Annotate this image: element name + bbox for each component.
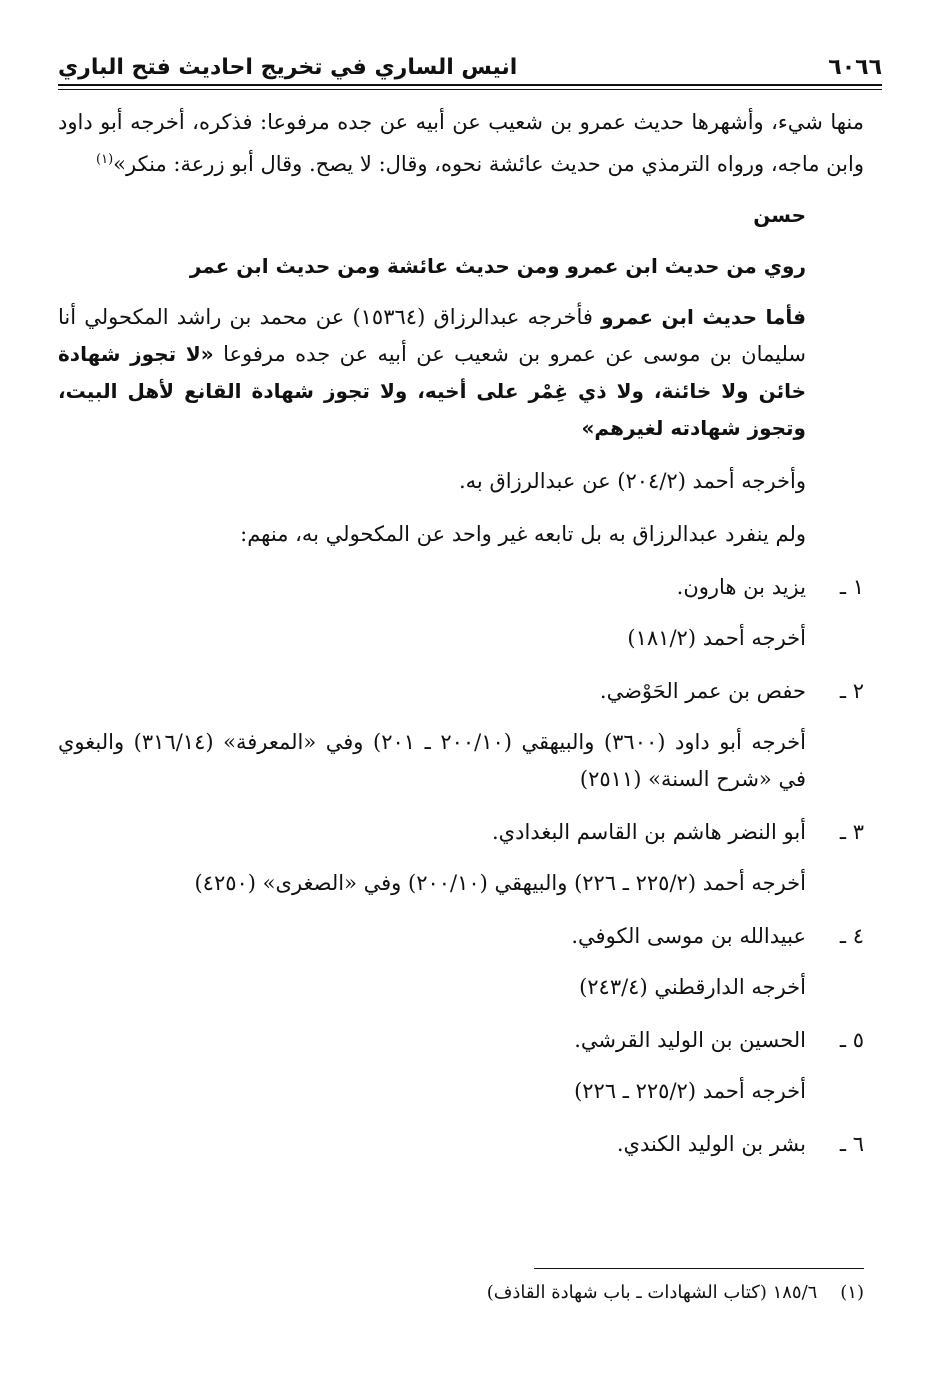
footnote	[58, 1282, 864, 1303]
item-number: ١ ـ	[839, 575, 864, 599]
paragraph-ahmad: وأخرجه أحمد (٢٠٤/٢) عن عبدالرزاق به.	[458, 469, 806, 493]
narrator-name: أبو النضر هاشم بن القاسم البغدادي.	[492, 820, 806, 844]
takhrij: أخرجه أحمد (٢٢٥/٢ ـ ٢٢٦) والبيهقي (٢٠٠/١٠) وفي «الصغرى» (٤٢٥٠)	[194, 871, 806, 895]
page-number: ٦٠٦٦	[828, 55, 882, 80]
book-title: انيس الساري في تخريج احاديث فتح الباري	[58, 55, 518, 80]
routes-heading: روي من حديث ابن عمرو ومن حديث عائشة ومن حديث ابن عمر	[189, 254, 806, 278]
item-number: ٤ ـ	[839, 924, 864, 948]
takhrij: أخرجه أبو داود (٣٦٠٠) والبيهقي (٢٠٠/١٠ ـ ٢٠١) وفي «المعرفة» (٣١٦/١٤) والبغوي في «شرح السنة» (٢٥١١)	[58, 730, 806, 791]
narrator-name: الحسين بن الوليد القرشي.	[574, 1028, 806, 1052]
takhrij: أخرجه أحمد (١٨١/٢)	[627, 626, 806, 650]
narrator-name: بشر بن الوليد الكندي.	[616, 1132, 806, 1156]
narrator-name: عبيدالله بن موسى الكوفي.	[571, 924, 806, 948]
narrator-name: يزيد بن هارون.	[676, 575, 806, 599]
paragraph-intro: منها شيء، وأشهرها حديث عمرو بن شعيب عن أبيه عن جده مرفوعا: فذكره، أخرجه أبو داود وابن ماجه، ورواه الترمذي من حديث عائشة نحوه، وقال: لا يصح. وقال أبو زرعة: منكر»$^{(١)}$	[58, 110, 864, 176]
header-rule-thin	[58, 89, 882, 90]
narrator-name: حفص بن عمر الحَوْضي.	[599, 679, 806, 703]
narrator-item	[58, 673, 864, 798]
narrator-item	[58, 1126, 864, 1163]
footnote-marker[interactable]: (١)	[96, 152, 114, 167]
takhrij: أخرجه أحمد (٢٢٥/٢ ـ ٢٢٦)	[574, 1079, 806, 1103]
footnote-text: ١٨٥/٦ (كتاب الشهادات ـ باب شهادة القاذف)	[486, 1282, 818, 1303]
item-number: ٢ ـ	[839, 679, 864, 703]
narrator-item	[58, 814, 864, 902]
paragraph-followers: ولم ينفرد عبدالرزاق به بل تابعه غير واحد عن المكحولي به، منهم:	[240, 522, 806, 546]
narrator-item	[58, 1022, 864, 1110]
paragraph-ibn-amr: فأما حديث ابن عمرو فأخرجه عبدالرزاق (١٥٣٦٤) عن محمد بن راشد المكحولي أنا سليمان بن موسى عن عمرو بن شعيب عن أبيه عن جده مرفوعا «لا تجوز شهادة خائن ولا خائنة، ولا ذي غِمْر على أخيه، ولا تجوز شهادة القانع لأهل البيت، وتجوز شهادته لغيرهم»	[58, 305, 807, 440]
item-number: ٦ ـ	[839, 1132, 864, 1156]
item-number: ٣ ـ	[839, 820, 864, 844]
running-header	[58, 40, 882, 80]
main-text	[58, 104, 864, 1163]
grade-heading: حسن	[753, 203, 806, 227]
narrator-item	[58, 569, 864, 657]
footnote-ref: (١)	[840, 1282, 864, 1303]
takhrij: أخرجه الدارقطني (٢٤٣/٤)	[579, 975, 806, 999]
footnote-rule	[534, 1268, 864, 1269]
item-number: ٥ ـ	[839, 1028, 864, 1052]
narrator-item	[58, 918, 864, 1006]
header-rule	[58, 84, 882, 86]
